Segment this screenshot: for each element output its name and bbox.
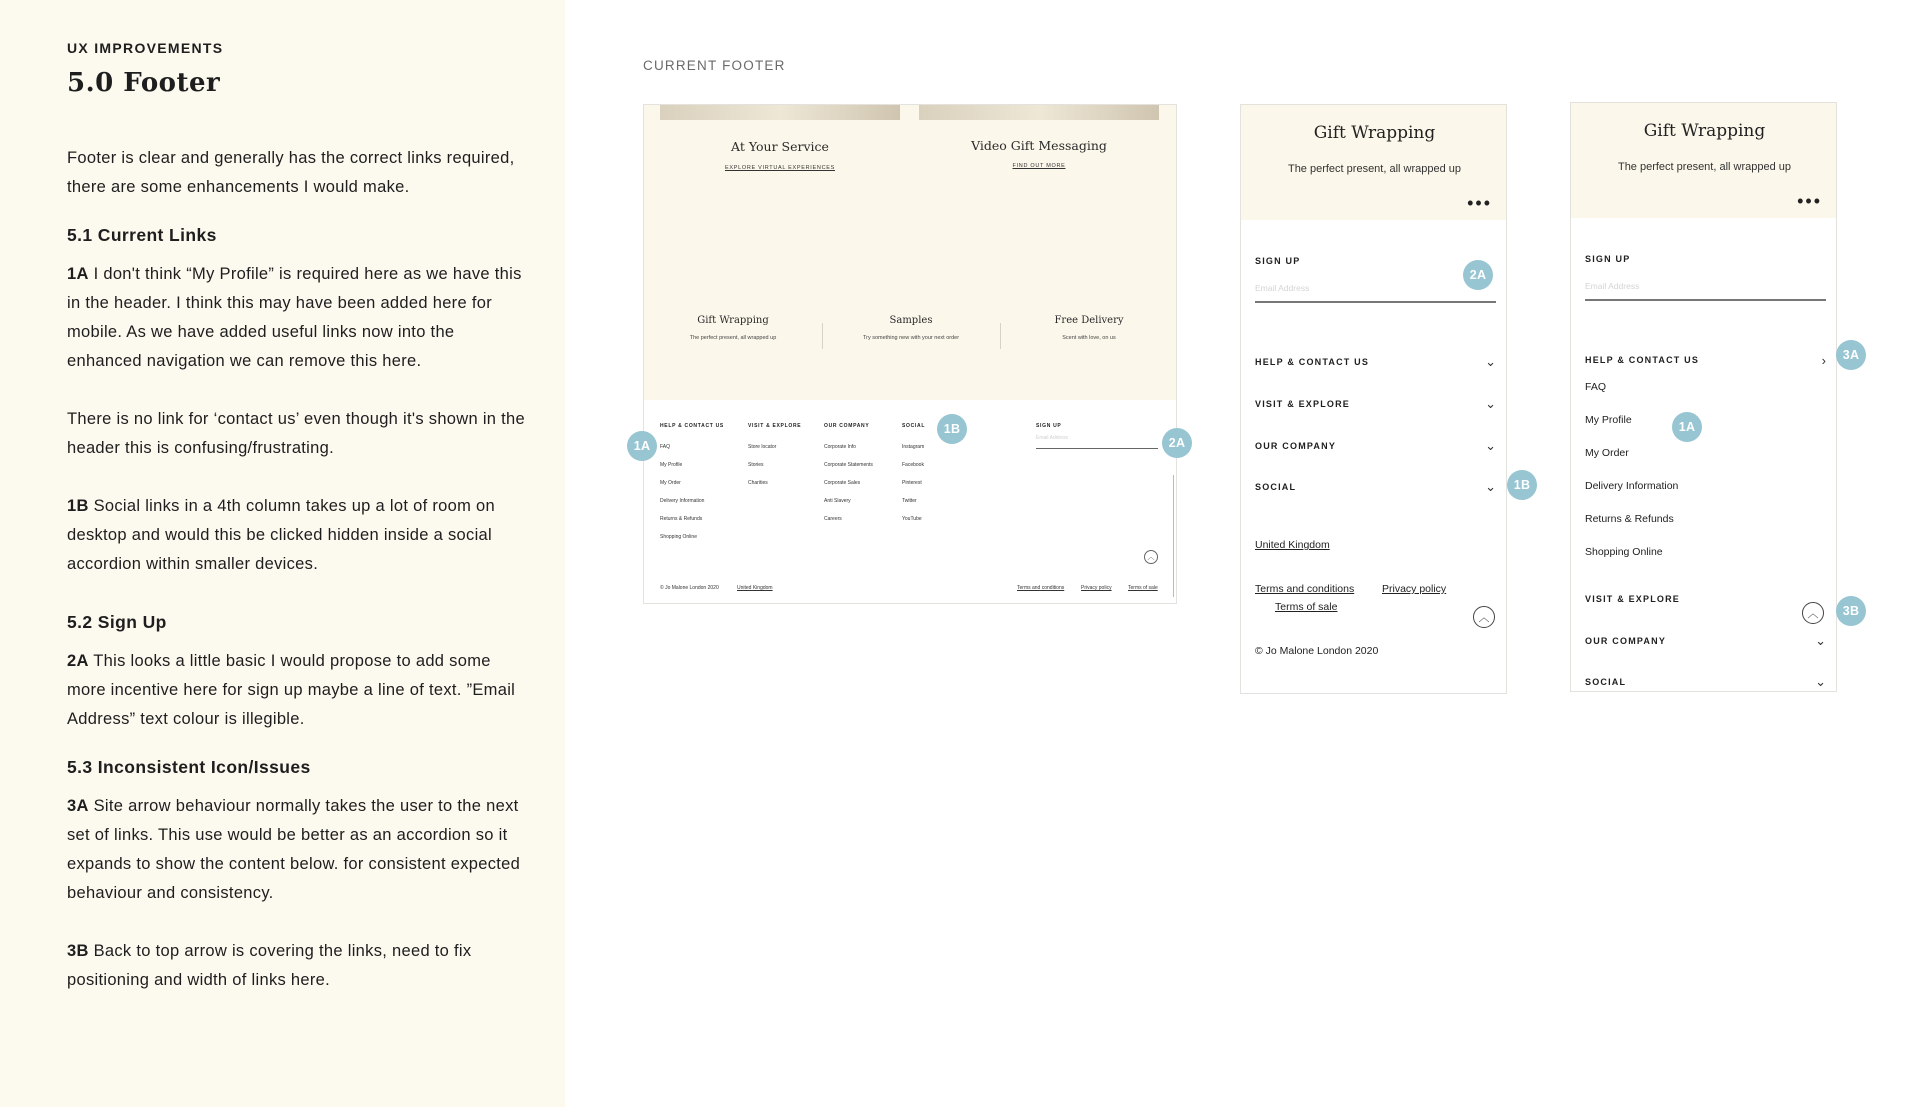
note-1b bbox=[67, 492, 532, 579]
terms-link[interactable]: Terms and conditions bbox=[1255, 583, 1355, 595]
footer-link[interactable]: Corporate Info bbox=[824, 444, 856, 450]
help-link[interactable]: Delivery Information bbox=[1585, 480, 1679, 492]
notes-panel bbox=[0, 0, 565, 1107]
promo-title: Video Gift Messaging bbox=[971, 138, 1107, 153]
note-3a bbox=[67, 792, 532, 908]
accordion-label: SOCIAL bbox=[1255, 482, 1297, 492]
chevron-down-icon: ⌄ bbox=[1485, 396, 1496, 411]
mobile-footer-mock-collapsed bbox=[1240, 104, 1507, 694]
copyright: © Jo Malone London 2020 bbox=[1255, 645, 1379, 657]
terms-of-sale-link[interactable]: Terms of sale bbox=[1128, 585, 1158, 591]
footer-link[interactable]: Careers bbox=[824, 516, 842, 522]
footer-link[interactable]: Stories bbox=[748, 462, 764, 468]
signup-heading: SIGN UP bbox=[1036, 423, 1062, 429]
feature-free-delivery bbox=[1000, 315, 1177, 341]
help-link[interactable]: My Profile bbox=[1585, 414, 1632, 426]
note-1a bbox=[67, 260, 532, 376]
marker-3a: 3A bbox=[1836, 340, 1866, 370]
footer-link[interactable]: My Profile bbox=[660, 462, 683, 468]
feature-title: Free Delivery bbox=[1054, 315, 1124, 326]
footer-link[interactable]: Corporate Statements bbox=[824, 462, 873, 468]
email-field[interactable]: Email Address bbox=[1585, 281, 1640, 291]
email-field[interactable]: Email Address bbox=[1036, 435, 1068, 441]
accordion-company[interactable] bbox=[1585, 633, 1826, 648]
help-link[interactable]: Shopping Online bbox=[1585, 546, 1663, 558]
promo-link[interactable]: EXPLORE VIRTUAL EXPERIENCES bbox=[725, 165, 835, 171]
footer-column-visit bbox=[748, 423, 801, 492]
marker-1a: 1A bbox=[627, 431, 657, 461]
email-field[interactable]: Email Address bbox=[1255, 283, 1310, 293]
privacy-link[interactable]: Privacy policy bbox=[1382, 583, 1447, 595]
heading-inconsistent-icons: 5.3 Inconsistent Icon/Issues bbox=[67, 757, 311, 777]
section-eyebrow: UX IMPROVEMENTS bbox=[67, 40, 224, 56]
accordion-help[interactable] bbox=[1585, 353, 1826, 368]
feature-subtitle: The perfect present, all wrapped up bbox=[689, 335, 777, 341]
desktop-footer-mock bbox=[643, 104, 1177, 604]
mobile-promo-title: Gift Wrapping bbox=[1643, 121, 1766, 141]
footer-link[interactable]: Pinterest bbox=[902, 480, 922, 486]
marker-3b: 3B bbox=[1836, 596, 1866, 626]
footer-link[interactable]: Facebook bbox=[902, 462, 924, 468]
column-heading: SOCIAL bbox=[902, 423, 926, 429]
accordion-label: OUR COMPANY bbox=[1585, 636, 1667, 646]
back-to-top-icon[interactable]: ︿ bbox=[1144, 550, 1158, 564]
accordion-visit[interactable] bbox=[1585, 594, 1826, 604]
feature-title: Samples bbox=[889, 315, 933, 326]
accordion-social[interactable] bbox=[1255, 479, 1496, 494]
footer-column-social bbox=[902, 423, 925, 528]
accordion-company[interactable] bbox=[1255, 438, 1496, 453]
accordion-label: OUR COMPANY bbox=[1255, 441, 1337, 451]
accordion-label: HELP & CONTACT US bbox=[1585, 355, 1700, 365]
note-2a bbox=[67, 647, 532, 734]
note-tag: 2A bbox=[67, 652, 89, 670]
marker-2a: 2A bbox=[1162, 428, 1192, 458]
email-underline bbox=[1255, 301, 1496, 303]
copyright: © Jo Malone London 2020 bbox=[660, 585, 719, 591]
note-3b bbox=[67, 937, 532, 995]
accordion-label: HELP & CONTACT US bbox=[1255, 357, 1370, 367]
heading-current-links: 5.1 Current Links bbox=[67, 225, 217, 245]
note-text: Back to top arrow is covering the links, need to fix positioning and width of links here. bbox=[67, 942, 472, 989]
privacy-link[interactable]: Privacy policy bbox=[1081, 585, 1112, 591]
heading-sign-up: 5.2 Sign Up bbox=[67, 612, 167, 632]
feature-subtitle: Try something new with your next order bbox=[862, 335, 960, 341]
mobile-promo-title: Gift Wrapping bbox=[1313, 123, 1436, 143]
chevron-down-icon: ⌄ bbox=[1485, 354, 1496, 369]
mobile-footer-mock-expanded bbox=[1570, 102, 1837, 692]
mobile-promo-subtitle: The perfect present, all wrapped up bbox=[1287, 163, 1462, 175]
footer-link[interactable]: Corporate Sales bbox=[824, 480, 861, 486]
help-link[interactable]: FAQ bbox=[1585, 381, 1607, 393]
terms-link[interactable]: Terms and conditions bbox=[1017, 585, 1065, 591]
divider bbox=[1173, 475, 1174, 597]
accordion-visit[interactable] bbox=[1255, 396, 1496, 411]
accordion-help[interactable] bbox=[1255, 354, 1496, 369]
ellipsis-icon[interactable]: ••• bbox=[1467, 193, 1492, 213]
intro-paragraph: Footer is clear and generally has the correct links required, there are some enhancements I would make. bbox=[67, 149, 515, 196]
footer-link[interactable]: YouTube bbox=[902, 516, 922, 522]
chevron-right-icon: › bbox=[1821, 353, 1826, 368]
note-tag: 3B bbox=[67, 942, 89, 960]
marker-2a: 2A bbox=[1463, 260, 1493, 290]
marker-1b: 1B bbox=[937, 414, 967, 444]
notes-body bbox=[67, 144, 532, 1024]
accordion-label: VISIT & EXPLORE bbox=[1585, 594, 1681, 604]
help-link[interactable]: My Order bbox=[1585, 447, 1629, 459]
footer-link[interactable]: Anti Slavery bbox=[824, 498, 851, 504]
footer-column-help bbox=[660, 423, 724, 546]
note-contact-us: There is no link for ‘contact us’ even though it's shown in the header this is confusing/frustrating. bbox=[67, 410, 526, 457]
feature-gift-wrapping bbox=[644, 315, 822, 341]
mobile-promo-subtitle: The perfect present, all wrapped up bbox=[1617, 161, 1792, 173]
feature-subtitle: Scent with love, on us bbox=[1062, 335, 1116, 341]
email-underline bbox=[1036, 448, 1158, 449]
note-text: Social links in a 4th column takes up a lot of room on desktop and would this be clicked hidden inside a social accordion within smaller devices. bbox=[67, 497, 495, 573]
back-to-top-icon[interactable]: ︿ bbox=[1802, 602, 1824, 624]
country-link[interactable]: United Kingdom bbox=[737, 585, 773, 591]
note-text: Site arrow behaviour normally takes the user to the next set of links. This use would be better as an accordion so it expands to show the content below. for consistent expected behaviour and consistency. bbox=[67, 797, 521, 902]
promo-image bbox=[660, 105, 900, 120]
column-heading: OUR COMPANY bbox=[824, 423, 870, 429]
promo-title: At Your Service bbox=[731, 139, 829, 154]
feature-samples bbox=[822, 315, 1000, 341]
footer-link[interactable]: FAQ bbox=[660, 444, 671, 450]
note-tag: 1B bbox=[67, 497, 89, 515]
chevron-down-icon: ⌄ bbox=[1485, 438, 1496, 453]
promo-link[interactable]: FIND OUT MORE bbox=[1012, 163, 1066, 169]
chevron-down-icon: ⌄ bbox=[1815, 633, 1826, 648]
footer-column-company bbox=[824, 423, 873, 528]
note-text: I don't think “My Profile” is required here as we have this in the header. I think this may have been added here for mobile. As we have added useful links now into the enhanced navigation we can remove this here. bbox=[67, 265, 522, 370]
accordion-social[interactable] bbox=[1585, 674, 1826, 689]
footer-link[interactable]: My Order bbox=[660, 480, 681, 486]
note-text: This looks a little basic I would propose to add some more incentive here for sign up maybe a line of text. ”Email Address” text colour is illegible. bbox=[67, 652, 516, 728]
help-link[interactable]: Returns & Refunds bbox=[1585, 513, 1674, 525]
current-footer-label: CURRENT FOOTER bbox=[643, 58, 786, 73]
email-underline bbox=[1585, 299, 1826, 301]
footer-link[interactable]: Returns & Refunds bbox=[660, 516, 703, 522]
accordion-label: SOCIAL bbox=[1585, 677, 1627, 687]
chevron-down-icon: ⌄ bbox=[1485, 479, 1496, 494]
marker-1b: 1B bbox=[1507, 470, 1537, 500]
chevron-down-icon: ⌄ bbox=[1815, 674, 1826, 689]
country-link[interactable]: United Kingdom bbox=[1255, 539, 1330, 551]
signup-heading: SIGN UP bbox=[1255, 256, 1301, 266]
footer-link[interactable]: Charities bbox=[748, 480, 768, 486]
column-heading: VISIT & EXPLORE bbox=[748, 423, 802, 429]
accordion-label: VISIT & EXPLORE bbox=[1255, 399, 1351, 409]
column-heading: HELP & CONTACT US bbox=[660, 423, 724, 429]
terms-of-sale-link[interactable]: Terms of sale bbox=[1275, 601, 1338, 613]
footer-link[interactable]: Instagram bbox=[902, 444, 925, 450]
note-tag: 3A bbox=[67, 797, 89, 815]
promo-image bbox=[919, 105, 1159, 120]
marker-1a: 1A bbox=[1672, 412, 1702, 442]
back-to-top-icon[interactable]: ︿ bbox=[1473, 606, 1495, 628]
footer-link[interactable]: Delivery Information bbox=[660, 498, 705, 504]
footer-link[interactable]: Twitter bbox=[902, 498, 917, 504]
footer-link[interactable]: Store locator bbox=[748, 444, 777, 450]
signup-heading: SIGN UP bbox=[1585, 254, 1631, 264]
note-tag: 1A bbox=[67, 265, 89, 283]
footer-link[interactable]: Shopping Online bbox=[660, 534, 697, 540]
ellipsis-icon[interactable]: ••• bbox=[1797, 191, 1822, 211]
page-title: 5.0 Footer bbox=[67, 68, 221, 98]
feature-title: Gift Wrapping bbox=[697, 315, 769, 326]
